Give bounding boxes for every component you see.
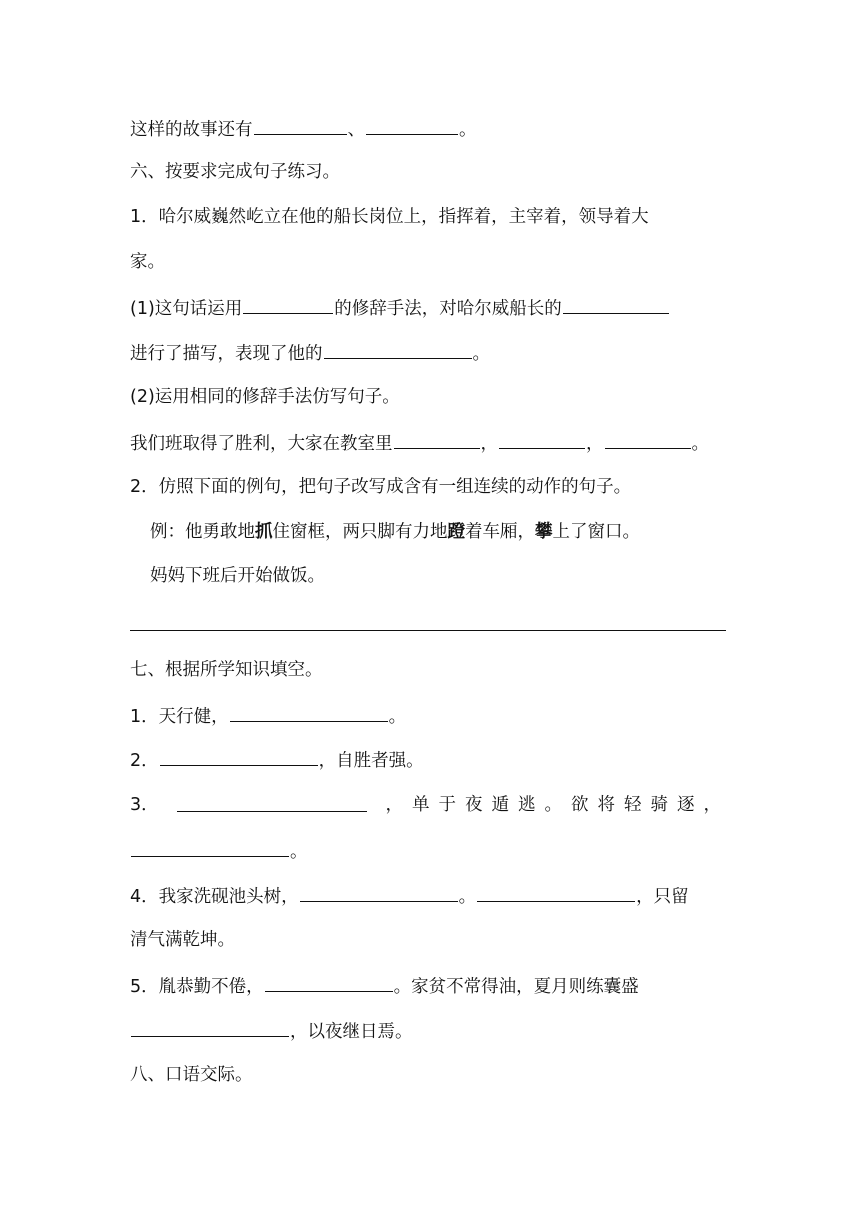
blank[interactable] (394, 430, 480, 449)
question-1-2: (2)运用相同的修辞手法仿写句子。 (130, 387, 400, 407)
blank[interactable] (265, 973, 393, 992)
fill-5-cont: ，以夜继日焉。 (130, 1018, 730, 1044)
fill-4-cont: 清气满乾坤。 (130, 930, 235, 950)
question-1-text-cont: 家。 (130, 252, 165, 272)
section-7-heading: 七、根据所学知识填空。 (130, 660, 323, 680)
blank[interactable] (605, 430, 691, 449)
fill-1: 1．天行健， 。 (130, 703, 730, 729)
blank[interactable] (477, 883, 635, 902)
fill-5: 5．胤恭勤不倦， 。家贫不常得油，夏月则练囊盛 (130, 973, 730, 999)
blank[interactable] (131, 1018, 289, 1037)
section-6-heading: 六、按要求完成句子练习。 (130, 162, 340, 182)
imitation-sentence: 我们班取得了胜利，大家在教室里 ， ， 。 (130, 430, 730, 456)
blank[interactable] (243, 295, 333, 314)
blank[interactable] (324, 340, 472, 359)
fill-3-cont: 。 (130, 838, 730, 864)
blank[interactable] (499, 430, 585, 449)
fill-2: 2． ，自胜者强。 (130, 747, 730, 773)
answer-line[interactable] (130, 630, 726, 631)
section-8-heading: 八、口语交际。 (130, 1065, 253, 1085)
fill-4: 4．我家洗砚池头树， 。 ，只留 (130, 883, 730, 909)
story-line: 这样的故事还有 、 。 (130, 116, 730, 142)
blank[interactable] (230, 703, 388, 722)
example-sentence: 例：他勇敢地抓住窗框，两只脚有力地蹬着车厢，攀上了窗口。 (150, 522, 640, 542)
blank[interactable] (160, 747, 318, 766)
blank[interactable] (177, 793, 367, 812)
question-1-1-cont: 进行了描写，表现了他的 。 (130, 340, 730, 366)
question-2-text: 2．仿照下面的例句，把句子改写成含有一组连续的动作的句子。 (130, 477, 632, 497)
question-1-1: (1)这句话运用 的修辞手法，对哈尔威船长的 (130, 295, 730, 321)
blank[interactable] (563, 295, 669, 314)
question-1-text: 1．哈尔威巍然屹立在他的船长岗位上，指挥着，主宰着，领导着大 (130, 207, 649, 227)
blank[interactable] (300, 883, 458, 902)
mom-sentence: 妈妈下班后开始做饭。 (150, 566, 325, 586)
blank[interactable] (131, 838, 289, 857)
fill-3: 3． ，单于夜遁逃。欲将轻骑逐， (130, 795, 730, 815)
blank[interactable] (366, 116, 458, 135)
blank[interactable] (254, 116, 347, 135)
